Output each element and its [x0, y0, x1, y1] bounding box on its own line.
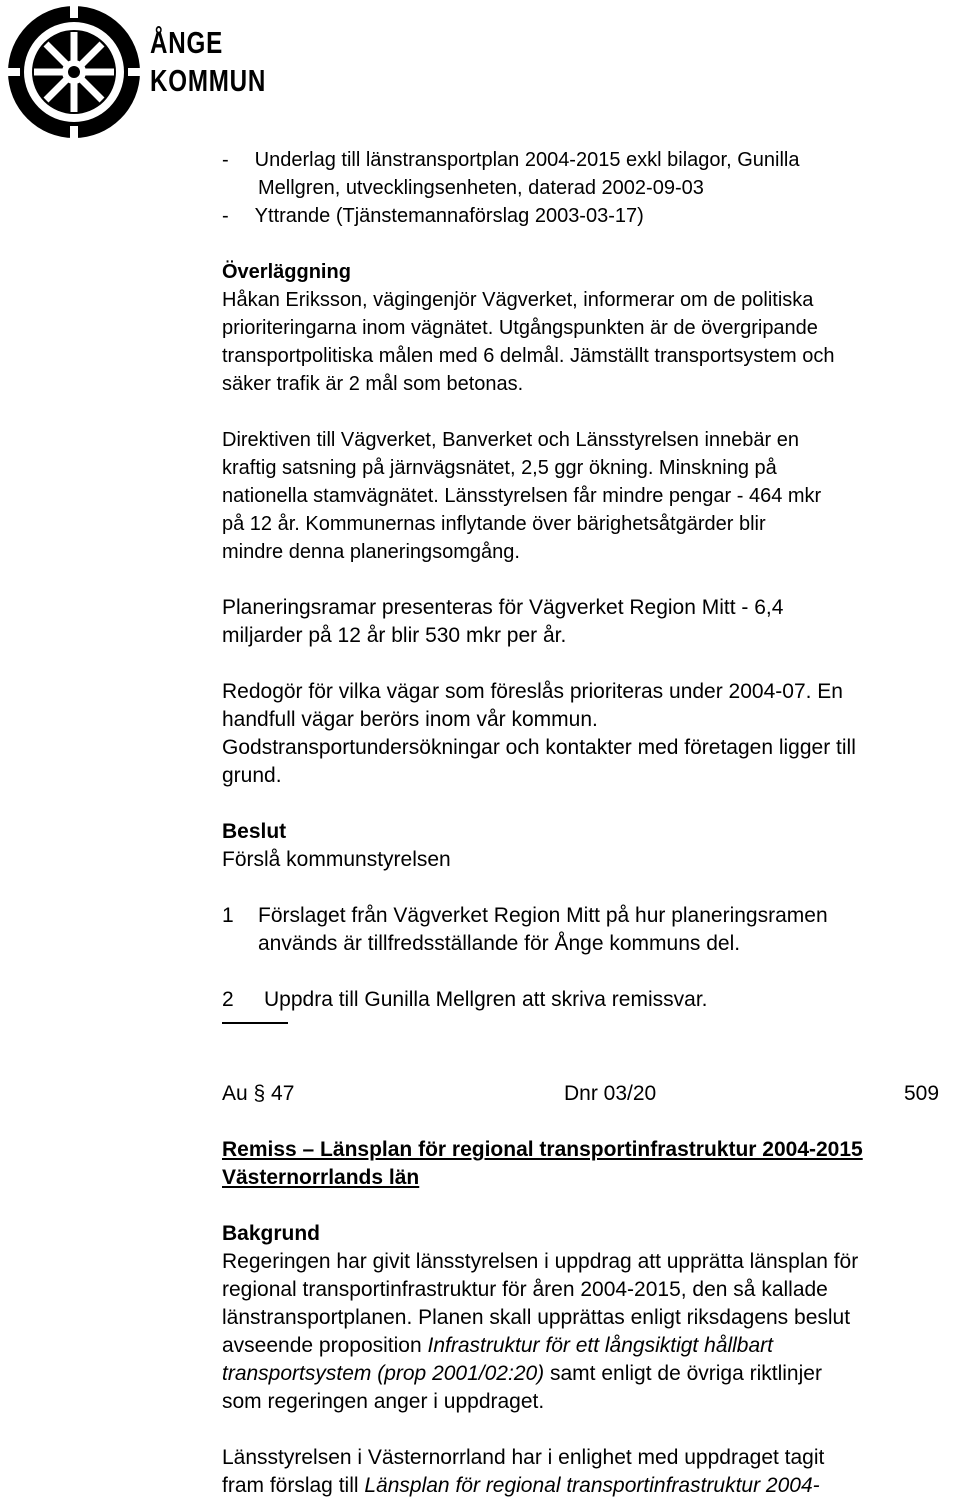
paragraph-line — [222, 1472, 960, 1500]
decision-item-2 — [222, 986, 960, 1014]
paragraph-line — [222, 1332, 960, 1360]
item-text: Uppdra till Gunilla Mellgren att skriva remissvar. — [264, 988, 708, 1011]
paragraph-line: prioriteringarna inom vägnätet. Utgångspunkten är de övergripande — [222, 317, 818, 339]
paragraph-line: Planeringsramar presenteras för Vägverket Region Mitt - 6,4 — [222, 596, 784, 619]
paragraph-line: säker trafik är 2 mål som betonas. — [222, 373, 524, 395]
item-number: 2 — [222, 988, 234, 1011]
paragraph-line: nationella stamvägnätet. Länsstyrelsen får mindre pengar - 464 mkr — [222, 485, 822, 507]
paragraph-line: kraftig satsning på järnvägsnätet, 2,5 ggr ökning. Minskning på — [222, 457, 777, 479]
paragraph-line: grund. — [222, 764, 282, 787]
paragraph-line: som regeringen anger i uppdraget. — [222, 1390, 545, 1413]
item-number: 1 — [222, 904, 234, 927]
plan-title: Länsplan för regional transportinfrastruktur 2004- — [364, 1474, 820, 1497]
paragraph-line: regional transportinfrastruktur för åren 2004-2015, den så kallade — [222, 1278, 828, 1301]
attachment-item-1-cont: Mellgren, utvecklingsenheten, daterad 2002-09-03 — [258, 177, 704, 199]
section-reference-row — [222, 1080, 960, 1108]
section-title — [222, 1136, 960, 1192]
page-number: 509 — [904, 1082, 940, 1105]
paragraph-line: transportpolitiska målen med 6 delmål. Jämställt transportsystem och — [222, 345, 835, 367]
text: avseende proposition — [222, 1334, 428, 1357]
item-text: används är tillfredsställande för Ånge kommuns del. — [258, 932, 741, 955]
title-line: Västernorrlands län — [222, 1166, 420, 1189]
decision-intro: Förslå kommunstyrelsen — [222, 848, 451, 871]
deliberation-section — [222, 258, 960, 398]
paragraph-line: mindre denna planeringsomgång. — [222, 541, 520, 563]
paragraph-line: länstransportplanen. Planen skall upprättas enligt riksdagens beslut — [222, 1306, 851, 1329]
proposition-title: transportsystem (prop 2001/02:20) — [222, 1362, 545, 1385]
dnr-ref: Dnr 03/20 — [564, 1082, 657, 1105]
paragraph-line: Godstransportundersökningar och kontakter med företagen ligger till — [222, 736, 856, 759]
attachment-list — [222, 146, 960, 230]
decision-item-1 — [222, 902, 960, 958]
dash: - — [222, 149, 229, 171]
municipality-name — [150, 24, 266, 100]
au-paragraph-ref: Au § 47 — [222, 1082, 295, 1105]
document-body — [222, 146, 960, 1500]
attachment-item-2 — [222, 202, 960, 230]
paragraph — [222, 594, 960, 650]
paragraph-line: Redogör för vilka vägar som föreslås prioriteras under 2004-07. En — [222, 680, 843, 703]
proposition-title: Infrastruktur för ett långsiktigt hållbart — [427, 1334, 773, 1357]
paragraph — [222, 678, 960, 790]
title-line: Remiss – Länsplan för regional transportinfrastruktur 2004-2015 — [222, 1138, 863, 1161]
attachment-item-1 — [222, 146, 960, 174]
attachment-text: Yttrande (Tjänstemannaförslag 2003-03-17) — [254, 205, 644, 227]
municipal-seal-logo — [4, 2, 144, 142]
paragraph-line: Direktiven till Vägverket, Banverket och Länsstyrelsen innebär en — [222, 429, 799, 451]
paragraph-line: Länsstyrelsen i Västernorrland har i enlighet med uppdraget tagit — [222, 1446, 825, 1469]
paragraph-line: handfull vägar berörs inom vår kommun. — [222, 708, 598, 731]
logo-line-2: KOMMUN — [150, 63, 267, 98]
paragraph-line: Håkan Eriksson, vägingenjör Vägverket, informerar om de politiska — [222, 289, 814, 311]
paragraph — [222, 426, 960, 566]
attachment-text: Underlag till länstransportplan 2004-2015 exkl bilagor, Gunilla — [254, 149, 800, 171]
paragraph-line: på 12 år. Kommunernas inflytande över bärighetsåtgärder blir — [222, 513, 766, 535]
background-section — [222, 1220, 960, 1416]
section-heading: Överläggning — [222, 261, 351, 283]
paragraph-line — [222, 1360, 960, 1388]
paragraph-line: Regeringen har givit länsstyrelsen i uppdrag att upprätta länsplan för — [222, 1250, 859, 1273]
logo-line-1: ÅNGE — [150, 25, 223, 60]
text: samt enligt de övriga riktlinjer — [544, 1362, 822, 1385]
section-heading: Beslut — [222, 820, 287, 843]
dash: - — [222, 205, 229, 227]
paragraph-line: miljarder på 12 år blir 530 mkr per år. — [222, 624, 567, 647]
paragraph — [222, 1444, 960, 1500]
text: fram förslag till — [222, 1474, 365, 1497]
decision-section — [222, 818, 960, 874]
section-heading: Bakgrund — [222, 1222, 321, 1245]
item-text: Förslaget från Vägverket Region Mitt på hur planeringsramen — [258, 904, 828, 927]
